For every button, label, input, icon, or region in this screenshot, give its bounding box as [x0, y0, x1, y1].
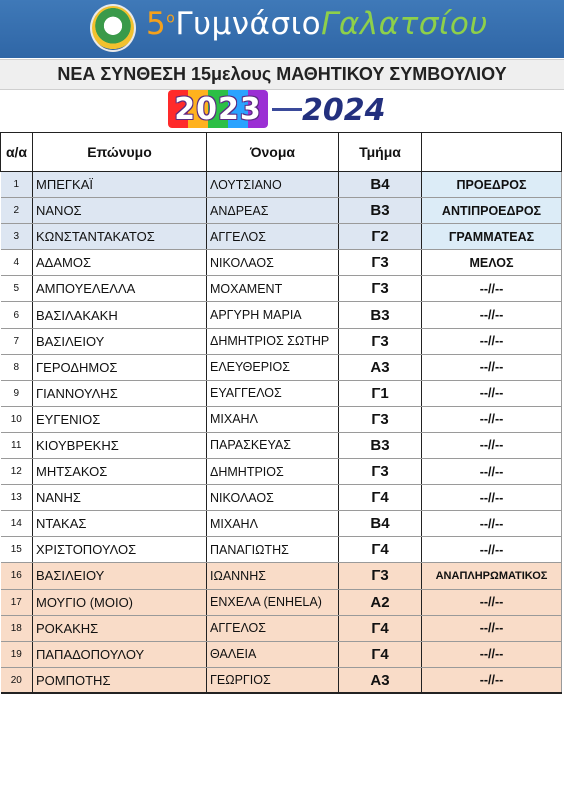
row-number: 20: [1, 667, 33, 693]
row-role: --//--: [422, 302, 562, 328]
row-number: 17: [1, 589, 33, 615]
table-row: [1, 198, 562, 224]
row-role: --//--: [422, 459, 562, 485]
row-first-name: ΝΙΚΟΛΑΟΣ: [207, 250, 339, 276]
page-title: ΝΕΑ ΣΥΝΘΕΣΗ 15μελους ΜΑΘΗΤΙΚΟΥ ΣΥΜΒΟΥΛΙΟΥ: [0, 59, 564, 90]
row-surname: ΝΑΝΟΣ: [33, 198, 207, 224]
row-surname: ΓΕΡΟΔΗΜΟΣ: [33, 354, 207, 380]
row-surname: ΓΙΑΝΝΟΥΛΗΣ: [33, 380, 207, 406]
row-section: Γ4: [339, 641, 422, 667]
row-first-name: ΓΕΩΡΓΙΟΣ: [207, 667, 339, 693]
row-section: Γ3: [339, 250, 422, 276]
row-first-name: ΜΟΧΑΜΕΝΤ: [207, 276, 339, 302]
row-surname: ΜΠΕΓΚΑΪ: [33, 172, 207, 198]
table-row: [1, 511, 562, 537]
row-surname: ΜΟΥΓΙΟ (ΜΟΙΟ): [33, 589, 207, 615]
row-section: Γ2: [339, 224, 422, 250]
row-section: Α3: [339, 354, 422, 380]
row-role: --//--: [422, 589, 562, 615]
row-role: --//--: [422, 485, 562, 511]
header-number: α/α: [1, 133, 33, 172]
row-surname: ΝΤΑΚΑΣ: [33, 511, 207, 537]
row-surname: ΝΑΝΗΣ: [33, 485, 207, 511]
row-first-name: ΑΝΔΡΕΑΣ: [207, 198, 339, 224]
header-role: [422, 133, 562, 172]
school-banner: [0, 0, 564, 58]
row-surname: ΑΔΑΜΟΣ: [33, 250, 207, 276]
table-row: [1, 563, 562, 589]
table-row: [1, 354, 562, 380]
row-role: ΓΡΑΜΜΑΤΕΑΣ: [422, 224, 562, 250]
row-number: 10: [1, 406, 33, 432]
header-section: Τμήμα: [339, 133, 422, 172]
school-year-graphic: [0, 90, 564, 132]
row-surname: ΡΟΜΠΟΤΗΣ: [33, 667, 207, 693]
table-row: [1, 302, 562, 328]
row-role: --//--: [422, 641, 562, 667]
row-section: Γ4: [339, 537, 422, 563]
year-dash: [272, 108, 302, 111]
school-word: Γυμνάσιο: [175, 6, 322, 42]
row-section: Γ4: [339, 485, 422, 511]
row-role: --//--: [422, 511, 562, 537]
table-row: [1, 250, 562, 276]
table-row: [1, 641, 562, 667]
row-section: Β4: [339, 172, 422, 198]
row-section: Α2: [339, 589, 422, 615]
header-surname: Επώνυμο: [33, 133, 207, 172]
row-first-name: ΕΝΧΕΛΑ (ENHELA): [207, 589, 339, 615]
row-role: --//--: [422, 276, 562, 302]
school-logo-icon: [90, 4, 136, 52]
table-row: [1, 459, 562, 485]
row-surname: ΚΙΟΥΒΡΕΚΗΣ: [33, 432, 207, 458]
header-name: Όνομα: [207, 133, 339, 172]
row-first-name: ΜΙΧΑΗΛ: [207, 511, 339, 537]
row-number: 11: [1, 432, 33, 458]
school-number-suffix: ο: [166, 10, 176, 27]
table-row: [1, 485, 562, 511]
row-number: 12: [1, 459, 33, 485]
row-number: 16: [1, 563, 33, 589]
row-role: --//--: [422, 432, 562, 458]
table-row: [1, 537, 562, 563]
table-header-row: [1, 133, 562, 172]
row-first-name: ΘΑΛΕΙΑ: [207, 641, 339, 667]
row-section: Β3: [339, 432, 422, 458]
row-section: Β3: [339, 198, 422, 224]
row-first-name: ΕΥΑΓΓΕΛΟΣ: [207, 380, 339, 406]
table-row: [1, 172, 562, 198]
row-first-name: ΑΓΓΕΛΟΣ: [207, 224, 339, 250]
row-number: 15: [1, 537, 33, 563]
row-first-name: ΑΡΓΥΡΗ ΜΑΡΙΑ: [207, 302, 339, 328]
table-row: [1, 667, 562, 693]
table-row: [1, 276, 562, 302]
table-row: [1, 328, 562, 354]
school-location: Γαλατσίου: [321, 6, 488, 42]
table-row: [1, 224, 562, 250]
row-role: --//--: [422, 406, 562, 432]
row-number: 6: [1, 302, 33, 328]
row-role: --//--: [422, 380, 562, 406]
row-number: 5: [1, 276, 33, 302]
row-number: 9: [1, 380, 33, 406]
row-number: 13: [1, 485, 33, 511]
row-first-name: ΙΩΑΝΝΗΣ: [207, 563, 339, 589]
row-role: ΑΝΑΠΛΗΡΩΜΑΤΙΚΟΣ: [422, 563, 562, 589]
row-section: Β4: [339, 511, 422, 537]
row-first-name: ΝΙΚΟΛΑΟΣ: [207, 485, 339, 511]
row-first-name: ΠΑΝΑΓΙΩΤΗΣ: [207, 537, 339, 563]
row-section: Γ4: [339, 615, 422, 641]
row-section: Γ3: [339, 276, 422, 302]
row-surname: ΠΑΠΑΔΟΠΟΥΛΟΥ: [33, 641, 207, 667]
row-role: --//--: [422, 667, 562, 693]
school-name: [146, 6, 488, 42]
row-first-name: ΔΗΜΗΤΡΙΟΣ: [207, 459, 339, 485]
row-number: 4: [1, 250, 33, 276]
row-surname: ΒΑΣΙΛΑΚΑΚΗ: [33, 302, 207, 328]
row-number: 18: [1, 615, 33, 641]
row-section: Γ3: [339, 406, 422, 432]
row-number: 7: [1, 328, 33, 354]
row-number: 2: [1, 198, 33, 224]
row-role: --//--: [422, 328, 562, 354]
row-number: 1: [1, 172, 33, 198]
row-first-name: ΛΟΥΤΣΙΑΝΟ: [207, 172, 339, 198]
row-number: 8: [1, 354, 33, 380]
row-first-name: ΠΑΡΑΣΚΕΥΑΣ: [207, 432, 339, 458]
row-role: --//--: [422, 354, 562, 380]
row-section: Β3: [339, 302, 422, 328]
table-row: [1, 380, 562, 406]
row-surname: ΑΜΠΟΥΕΛΕΛΛΑ: [33, 276, 207, 302]
row-section: Γ3: [339, 563, 422, 589]
row-section: Γ1: [339, 380, 422, 406]
school-number: 5: [146, 6, 167, 42]
row-surname: ΧΡΙΣΤΟΠΟΥΛΟΣ: [33, 537, 207, 563]
table-row: [1, 406, 562, 432]
row-role: --//--: [422, 537, 562, 563]
row-first-name: ΜΙΧΑΗΛ: [207, 406, 339, 432]
table-row: [1, 615, 562, 641]
row-section: Γ3: [339, 459, 422, 485]
row-section: Γ3: [339, 328, 422, 354]
row-role: --//--: [422, 615, 562, 641]
row-number: 3: [1, 224, 33, 250]
row-role: ΜΕΛΟΣ: [422, 250, 562, 276]
row-surname: ΚΩΝΣΤΑΝΤΑΚΑΤΟΣ: [33, 224, 207, 250]
row-role: ΠΡΟΕΔΡΟΣ: [422, 172, 562, 198]
year-end: 2024: [302, 92, 386, 128]
row-first-name: ΔΗΜΗΤΡΙΟΣ ΣΩΤΗΡ: [207, 328, 339, 354]
row-surname: ΕΥΓΕΝΙΟΣ: [33, 406, 207, 432]
row-first-name: ΕΛΕΥΘΕΡΙΟΣ: [207, 354, 339, 380]
table-row: [1, 589, 562, 615]
row-role: ΑΝΤΙΠΡΟΕΔΡΟΣ: [422, 198, 562, 224]
row-surname: ΒΑΣΙΛΕΙΟΥ: [33, 328, 207, 354]
row-surname: ΡΟΚΑΚΗΣ: [33, 615, 207, 641]
row-surname: ΜΗΤΣΑΚΟΣ: [33, 459, 207, 485]
year-start: 2023: [168, 90, 268, 128]
row-first-name: ΑΓΓΕΛΟΣ: [207, 615, 339, 641]
table-row: [1, 432, 562, 458]
row-section: Α3: [339, 667, 422, 693]
row-number: 14: [1, 511, 33, 537]
row-surname: ΒΑΣΙΛΕΙΟΥ: [33, 563, 207, 589]
row-number: 19: [1, 641, 33, 667]
council-table: [0, 132, 562, 694]
